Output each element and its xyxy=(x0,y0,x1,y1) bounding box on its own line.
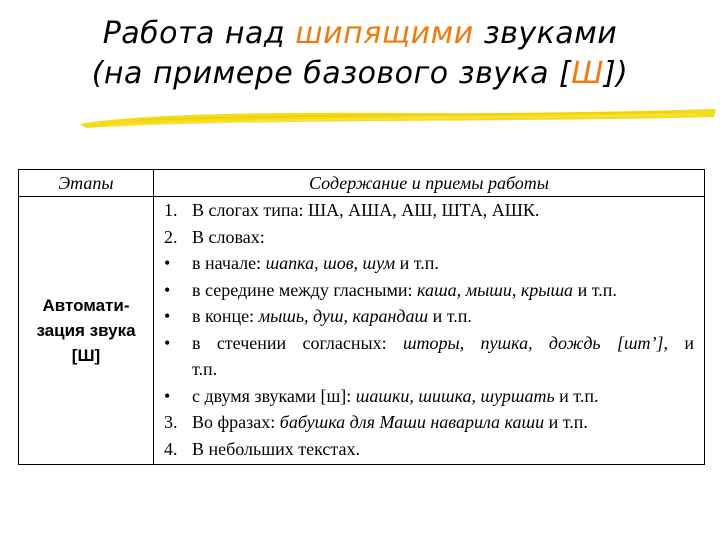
content-cell xyxy=(154,197,705,465)
list-item: 3. Во фразах: бабушка для Маши наварила каши и т.п. xyxy=(164,412,588,432)
slide-title xyxy=(0,14,720,94)
header-stages: Этапы xyxy=(19,170,154,197)
title-highlight-word: шипящими xyxy=(295,16,474,51)
header-content: Содержание и приемы работы xyxy=(154,170,705,197)
list-item: • в стечении согласных: шторы, пушка, дождь [шт’], и xyxy=(164,332,695,353)
stage-cell: Автомати- зация звука [Ш] xyxy=(19,197,154,465)
list-item: • в середине между гласными: каша, мыши, крыша и т.п. xyxy=(164,279,617,300)
table-header-row xyxy=(19,170,705,197)
title-highlight-letter: Ш xyxy=(571,56,604,91)
list-item: 4. В небольших текстах. xyxy=(164,438,360,459)
list-item-continuation: т.п. xyxy=(192,359,218,379)
yellow-brush-stroke xyxy=(78,106,718,132)
title-line-2: (на примере базового звука [Ш]) xyxy=(91,56,629,91)
list-item: 2. В словах: xyxy=(164,226,265,247)
list-item: 1. В слогах типа: ША, АША, АШ, ШТА, АШК. xyxy=(164,200,540,220)
title-line-1: Работа над шипящими звуками xyxy=(102,16,618,51)
stages-table xyxy=(18,169,705,465)
list-item: • с двумя звуками [ш]: шашки, шишка, шуршать и т.п. xyxy=(164,385,599,406)
table-row xyxy=(19,197,705,465)
list-item: • в конце: мышь, душ, карандаш и т.п. xyxy=(164,306,472,326)
list-item: • в начале: шапка, шов, шум и т.п. xyxy=(164,253,439,273)
